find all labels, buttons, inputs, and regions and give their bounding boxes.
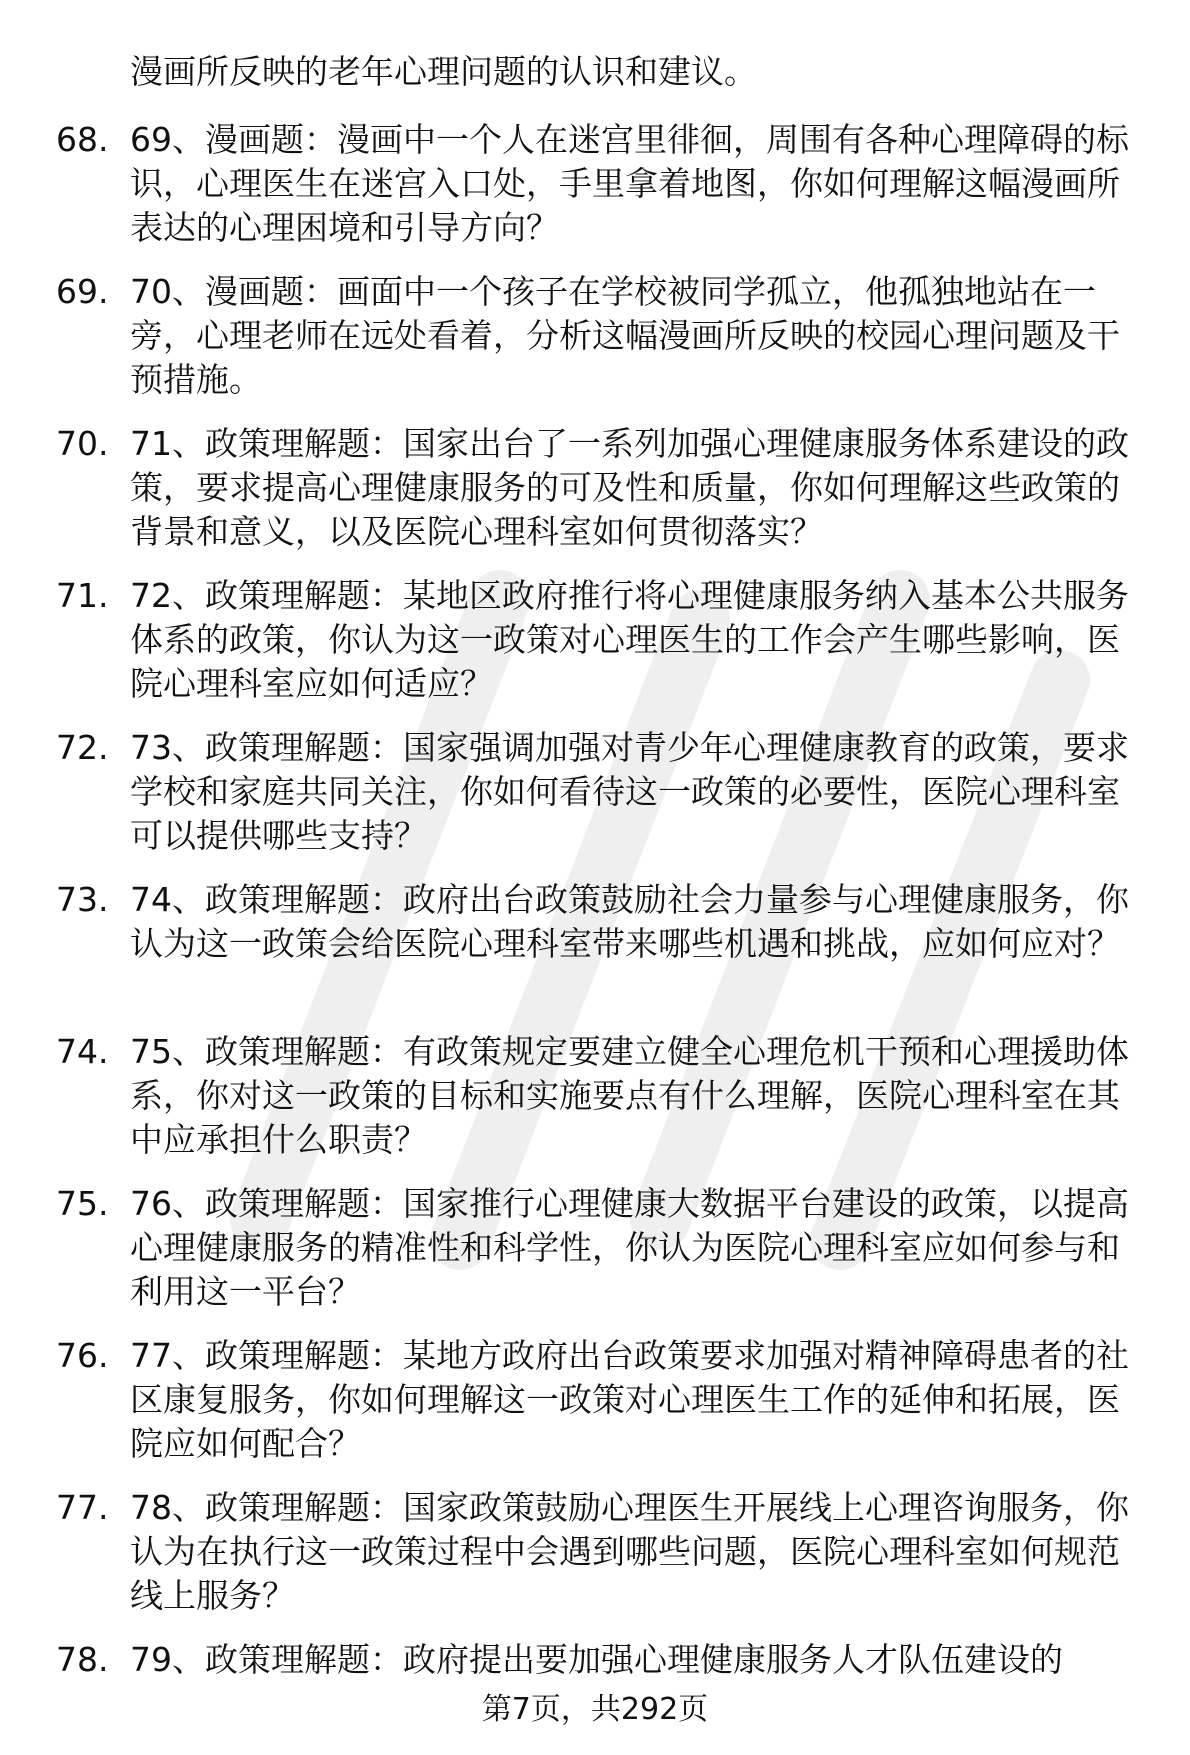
continuation-text: 漫画所反映的老年心理问题的认识和建议。 <box>130 52 757 91</box>
list-item <box>0 574 1190 726</box>
page-footer: 第7页，共292页 <box>481 1692 709 1727</box>
item-text: 77、政策理解题：某地方政府出台政策要求加强对精神障碍患者的社区康复服务，你如何理解这一政策对心理医生工作的延伸和拓展，医院应如何配合？ <box>130 1336 1129 1463</box>
list-item <box>0 1030 1190 1182</box>
item-text: 73、政策理解题：国家强调加强对青少年心理健康教育的政策，要求学校和家庭共同关注，你如何看待这一政策的必要性，医院心理科室可以提供哪些支持？ <box>130 728 1129 855</box>
list-item <box>0 1182 1190 1334</box>
item-text: 70、漫画题：画面中一个孩子在学校被同学孤立，他孤独地站在一旁，心理老师在远处看着，分析这幅漫画所反映的校园心理问题及干预措施。 <box>130 272 1120 399</box>
list-item <box>0 726 1190 878</box>
list-item <box>0 1638 1190 1698</box>
item-text: 76、政策理解题：国家推行心理健康大数据平台建设的政策，以提高心理健康服务的精准性和科学性，你认为医院心理科室应如何参与和利用这一平台？ <box>130 1184 1129 1311</box>
item-text: 79、政策理解题：政府提出要加强心理健康服务人才队伍建设的 <box>130 1640 1063 1679</box>
item-text: 78、政策理解题：国家政策鼓励心理医生开展线上心理咨询服务，你认为在执行这一政策过程中会遇到哪些问题，医院心理科室如何规范线上服务？ <box>130 1488 1129 1615</box>
item-number: 70. <box>56 424 109 463</box>
item-text: 72、政策理解题：某地区政府推行将心理健康服务纳入基本公共服务体系的政策，你认为这一政策对心理医生的工作会产生哪些影响，医院心理科室应如何适应？ <box>130 576 1129 703</box>
item-number: 75. <box>56 1184 109 1223</box>
list-item <box>0 878 1190 1030</box>
item-number: 73. <box>56 880 109 919</box>
item-text: 75、政策理解题：有政策规定要建立健全心理危机干预和心理援助体系，你对这一政策的目标和实施要点有什么理解，医院心理科室在其中应承担什么职责？ <box>130 1032 1129 1159</box>
list-item <box>0 1334 1190 1486</box>
item-number: 74. <box>56 1032 109 1071</box>
list-item <box>0 270 1190 422</box>
list-item <box>0 1486 1190 1638</box>
item-number: 71. <box>56 576 109 615</box>
list-item <box>0 118 1190 270</box>
question-list <box>0 118 1190 1698</box>
list-item <box>0 422 1190 574</box>
item-number: 77. <box>56 1488 109 1527</box>
item-number: 78. <box>56 1640 109 1679</box>
item-text: 74、政策理解题：政府出台政策鼓励社会力量参与心理健康服务，你认为这一政策会给医院心理科室带来哪些机遇和挑战，应如何应对？ <box>130 880 1129 963</box>
item-number: 76. <box>56 1336 109 1375</box>
item-text: 69、漫画题：漫画中一个人在迷宫里徘徊，周围有各种心理障碍的标识，心理医生在迷宫入口处，手里拿着地图，你如何理解这幅漫画所表达的心理困境和引导方向？ <box>130 120 1129 247</box>
item-number: 68. <box>56 120 109 159</box>
item-text: 71、政策理解题：国家出台了一系列加强心理健康服务体系建设的政策，要求提高心理健康服务的可及性和质量，你如何理解这些政策的背景和意义，以及医院心理科室如何贯彻落实？ <box>130 424 1129 551</box>
item-number: 69. <box>56 272 109 311</box>
item-number: 72. <box>56 728 109 767</box>
